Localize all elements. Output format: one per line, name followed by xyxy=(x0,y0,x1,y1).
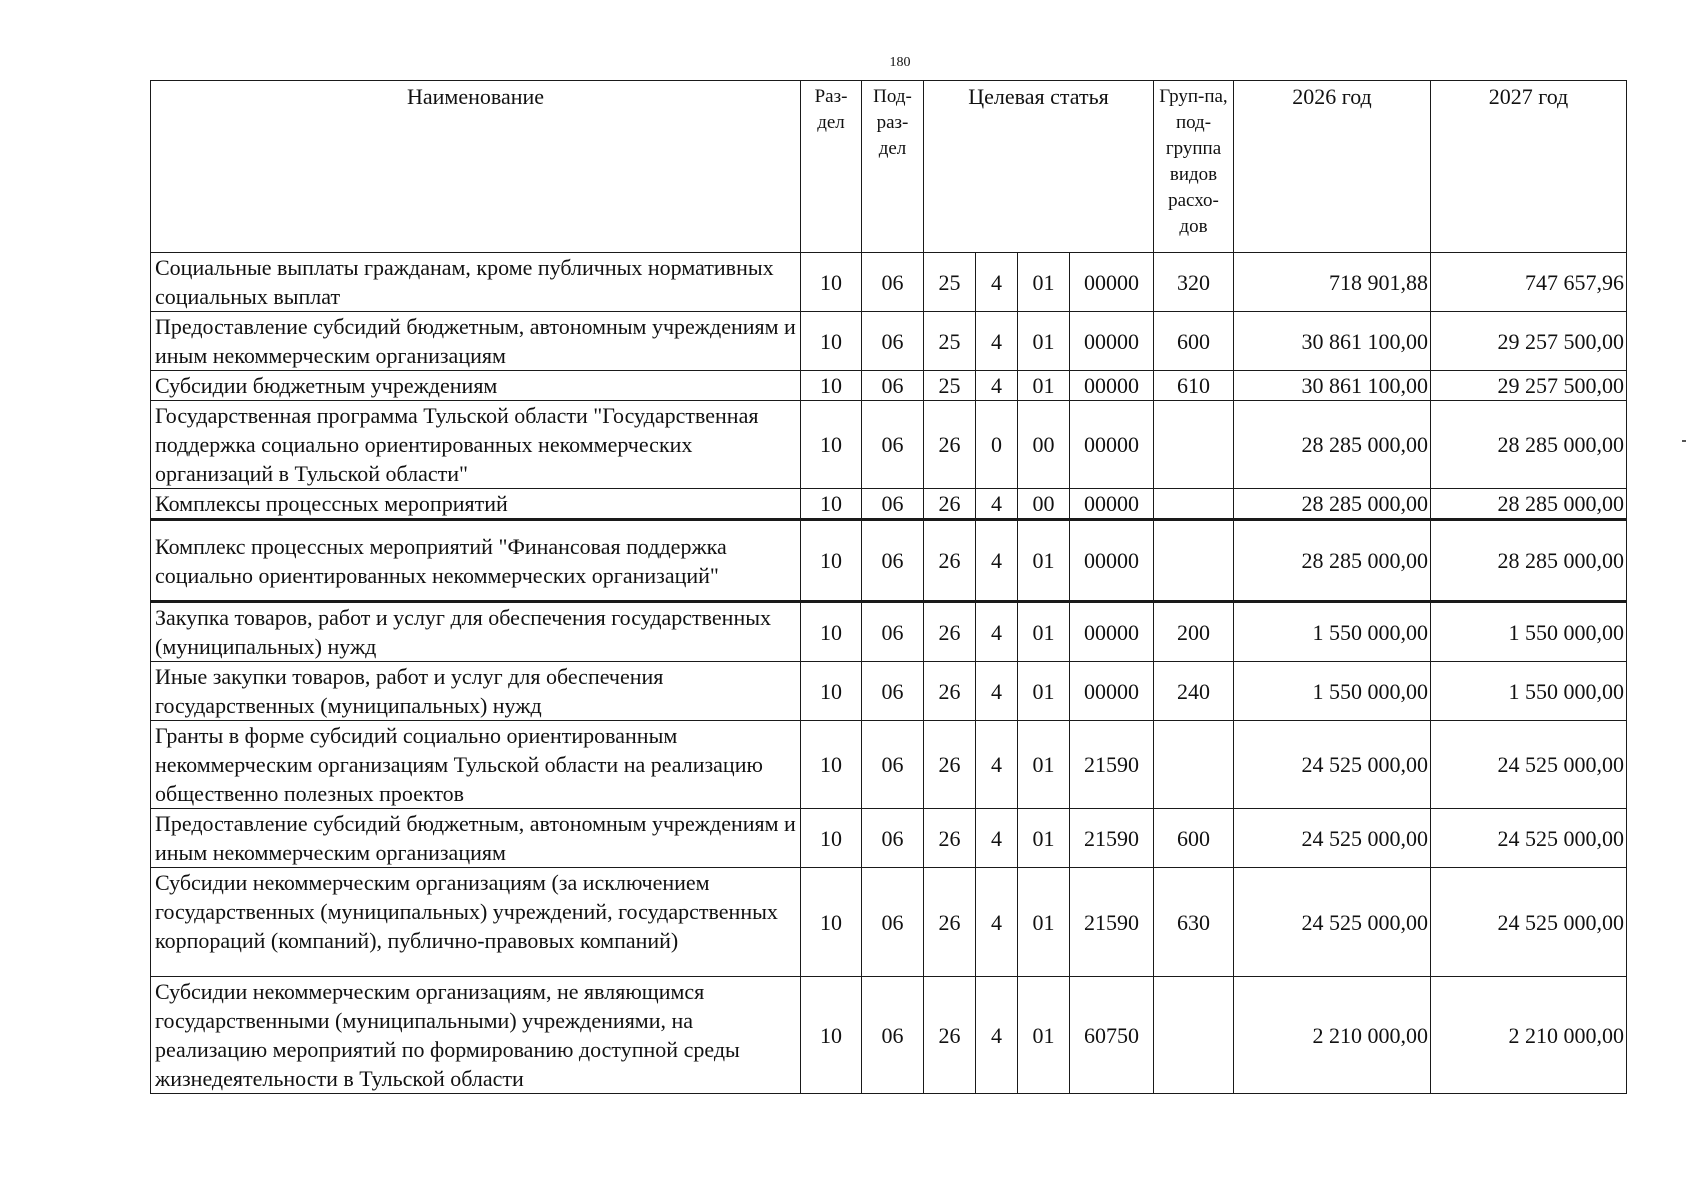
target-direction-cell: 00000 xyxy=(1070,253,1154,312)
section-cell: 10 xyxy=(801,602,862,662)
subsection-cell: 06 xyxy=(862,253,924,312)
section-cell: 10 xyxy=(801,868,862,977)
target-complex-cell: 01 xyxy=(1018,602,1070,662)
target-complex-cell: 00 xyxy=(1018,401,1070,489)
section-cell: 10 xyxy=(801,253,862,312)
target-complex-cell: 01 xyxy=(1018,253,1070,312)
header-target-article: Целевая статья xyxy=(924,81,1154,253)
section-cell: 10 xyxy=(801,662,862,721)
amount-2026-cell: 1 550 000,00 xyxy=(1234,602,1431,662)
target-complex-cell: 01 xyxy=(1018,662,1070,721)
expense-group-cell xyxy=(1154,489,1234,520)
target-complex-cell: 01 xyxy=(1018,371,1070,401)
section-cell: 10 xyxy=(801,977,862,1094)
target-type-cell: 4 xyxy=(976,662,1018,721)
target-direction-cell: 00000 xyxy=(1070,312,1154,371)
target-type-cell: 4 xyxy=(976,977,1018,1094)
target-direction-cell: 21590 xyxy=(1070,721,1154,809)
target-complex-cell: 01 xyxy=(1018,520,1070,602)
target-type-cell: 4 xyxy=(976,489,1018,520)
header-subsection: Под-раз-дел xyxy=(862,81,924,253)
amount-2027-cell: 29 257 500,00 xyxy=(1431,312,1627,371)
amount-2026-cell: 30 861 100,00 xyxy=(1234,371,1431,401)
margin-mark xyxy=(1682,440,1686,442)
amount-2026-cell: 28 285 000,00 xyxy=(1234,401,1431,489)
name-cell: Предоставление субсидий бюджетным, автономным учреждениям и иным некоммерческим организациям xyxy=(151,312,801,371)
section-cell: 10 xyxy=(801,520,862,602)
amount-2027-cell: 29 257 500,00 xyxy=(1431,371,1627,401)
amount-2027-cell: 28 285 000,00 xyxy=(1431,401,1627,489)
subsection-cell: 06 xyxy=(862,662,924,721)
table-row xyxy=(151,721,1627,809)
table-row xyxy=(151,662,1627,721)
subsection-cell: 06 xyxy=(862,977,924,1094)
target-program-cell: 26 xyxy=(924,868,976,977)
expense-group-cell xyxy=(1154,977,1234,1094)
header-name: Наименование xyxy=(151,81,801,253)
target-complex-cell: 01 xyxy=(1018,868,1070,977)
section-cell: 10 xyxy=(801,721,862,809)
target-direction-cell: 21590 xyxy=(1070,809,1154,868)
budget-table xyxy=(150,80,1627,1094)
subsection-cell: 06 xyxy=(862,868,924,977)
amount-2027-cell: 24 525 000,00 xyxy=(1431,721,1627,809)
amount-2026-cell: 28 285 000,00 xyxy=(1234,520,1431,602)
target-complex-cell: 01 xyxy=(1018,977,1070,1094)
amount-2027-cell: 2 210 000,00 xyxy=(1431,977,1627,1094)
target-program-cell: 26 xyxy=(924,662,976,721)
expense-group-cell: 630 xyxy=(1154,868,1234,977)
amount-2026-cell: 24 525 000,00 xyxy=(1234,809,1431,868)
amount-2026-cell: 718 901,88 xyxy=(1234,253,1431,312)
expense-group-cell: 600 xyxy=(1154,312,1234,371)
target-program-cell: 26 xyxy=(924,977,976,1094)
amount-2027-cell: 1 550 000,00 xyxy=(1431,662,1627,721)
subsection-cell: 06 xyxy=(862,721,924,809)
target-program-cell: 26 xyxy=(924,401,976,489)
target-program-cell: 25 xyxy=(924,312,976,371)
section-cell: 10 xyxy=(801,401,862,489)
name-cell: Субсидии некоммерческим организациям (за исключением государственных (муниципальных) учреждений, государственных корпораций (компаний), публично-правовых компаний) xyxy=(151,868,801,977)
amount-2027-cell: 28 285 000,00 xyxy=(1431,520,1627,602)
section-cell: 10 xyxy=(801,809,862,868)
target-type-cell: 4 xyxy=(976,371,1018,401)
target-program-cell: 26 xyxy=(924,520,976,602)
target-program-cell: 25 xyxy=(924,371,976,401)
name-cell: Гранты в форме субсидий социально ориентированным некоммерческим организациям Тульской области на реализацию общественно полезных проектов xyxy=(151,721,801,809)
target-direction-cell: 00000 xyxy=(1070,602,1154,662)
expense-group-cell: 610 xyxy=(1154,371,1234,401)
page-number: 180 xyxy=(889,55,911,70)
subsection-cell: 06 xyxy=(862,520,924,602)
target-complex-cell: 01 xyxy=(1018,312,1070,371)
target-direction-cell: 00000 xyxy=(1070,520,1154,602)
target-direction-cell: 00000 xyxy=(1070,401,1154,489)
subsection-cell: 06 xyxy=(862,371,924,401)
amount-2026-cell: 2 210 000,00 xyxy=(1234,977,1431,1094)
target-direction-cell: 21590 xyxy=(1070,868,1154,977)
table-row xyxy=(151,602,1627,662)
table-row xyxy=(151,809,1627,868)
name-cell: Закупка товаров, работ и услуг для обеспечения государственных (муниципальных) нужд xyxy=(151,602,801,662)
amount-2027-cell: 24 525 000,00 xyxy=(1431,868,1627,977)
name-cell: Иные закупки товаров, работ и услуг для обеспечения государственных (муниципальных) нужд xyxy=(151,662,801,721)
table-row xyxy=(151,312,1627,371)
target-program-cell: 26 xyxy=(924,489,976,520)
table-row xyxy=(151,868,1627,977)
table-row xyxy=(151,371,1627,401)
expense-group-cell: 600 xyxy=(1154,809,1234,868)
subsection-cell: 06 xyxy=(862,401,924,489)
amount-2026-cell: 24 525 000,00 xyxy=(1234,868,1431,977)
subsection-cell: 06 xyxy=(862,602,924,662)
table-row xyxy=(151,253,1627,312)
expense-group-cell xyxy=(1154,401,1234,489)
target-program-cell: 26 xyxy=(924,602,976,662)
header-expense-group: Груп-па, под-группа видов расхо-дов xyxy=(1154,81,1234,253)
target-type-cell: 4 xyxy=(976,253,1018,312)
target-complex-cell: 01 xyxy=(1018,721,1070,809)
amount-2027-cell: 747 657,96 xyxy=(1431,253,1627,312)
amount-2026-cell: 24 525 000,00 xyxy=(1234,721,1431,809)
name-cell: Комплекс процессных мероприятий "Финансовая поддержка социально ориентированных некоммерческих организаций" xyxy=(151,520,801,602)
amount-2026-cell: 1 550 000,00 xyxy=(1234,662,1431,721)
target-program-cell: 25 xyxy=(924,253,976,312)
header-year-2027: 2027 год xyxy=(1431,81,1627,253)
header-section: Раз-дел xyxy=(801,81,862,253)
target-complex-cell: 00 xyxy=(1018,489,1070,520)
target-program-cell: 26 xyxy=(924,721,976,809)
target-direction-cell: 60750 xyxy=(1070,977,1154,1094)
amount-2026-cell: 28 285 000,00 xyxy=(1234,489,1431,520)
name-cell: Субсидии бюджетным учреждениям xyxy=(151,371,801,401)
target-type-cell: 4 xyxy=(976,520,1018,602)
target-direction-cell: 00000 xyxy=(1070,371,1154,401)
table-row xyxy=(151,520,1627,602)
header-year-2026: 2026 год xyxy=(1234,81,1431,253)
target-type-cell: 4 xyxy=(976,809,1018,868)
target-type-cell: 0 xyxy=(976,401,1018,489)
amount-2027-cell: 28 285 000,00 xyxy=(1431,489,1627,520)
name-cell: Комплексы процессных мероприятий xyxy=(151,489,801,520)
target-type-cell: 4 xyxy=(976,602,1018,662)
amount-2026-cell: 30 861 100,00 xyxy=(1234,312,1431,371)
name-cell: Субсидии некоммерческим организациям, не являющимся государственными (муниципальными) учреждениями, на реализацию мероприятий по формированию доступной среды жизнедеятельности в Тульской области xyxy=(151,977,801,1094)
expense-group-cell xyxy=(1154,520,1234,602)
target-direction-cell: 00000 xyxy=(1070,489,1154,520)
subsection-cell: 06 xyxy=(862,809,924,868)
target-type-cell: 4 xyxy=(976,312,1018,371)
target-type-cell: 4 xyxy=(976,868,1018,977)
table-row xyxy=(151,977,1627,1094)
expense-group-cell xyxy=(1154,721,1234,809)
name-cell: Социальные выплаты гражданам, кроме публичных нормативных социальных выплат xyxy=(151,253,801,312)
target-direction-cell: 00000 xyxy=(1070,662,1154,721)
name-cell: Государственная программа Тульской области "Государственная поддержка социально ориентированных некоммерческих организаций в Тульской области" xyxy=(151,401,801,489)
expense-group-cell: 320 xyxy=(1154,253,1234,312)
name-cell: Предоставление субсидий бюджетным, автономным учреждениям и иным некоммерческим организациям xyxy=(151,809,801,868)
target-complex-cell: 01 xyxy=(1018,809,1070,868)
amount-2027-cell: 24 525 000,00 xyxy=(1431,809,1627,868)
expense-group-cell: 200 xyxy=(1154,602,1234,662)
amount-2027-cell: 1 550 000,00 xyxy=(1431,602,1627,662)
section-cell: 10 xyxy=(801,312,862,371)
header-row xyxy=(151,81,1627,253)
target-type-cell: 4 xyxy=(976,721,1018,809)
section-cell: 10 xyxy=(801,489,862,520)
table-row xyxy=(151,489,1627,520)
section-cell: 10 xyxy=(801,371,862,401)
subsection-cell: 06 xyxy=(862,312,924,371)
subsection-cell: 06 xyxy=(862,489,924,520)
target-program-cell: 26 xyxy=(924,809,976,868)
expense-group-cell: 240 xyxy=(1154,662,1234,721)
table-row xyxy=(151,401,1627,489)
